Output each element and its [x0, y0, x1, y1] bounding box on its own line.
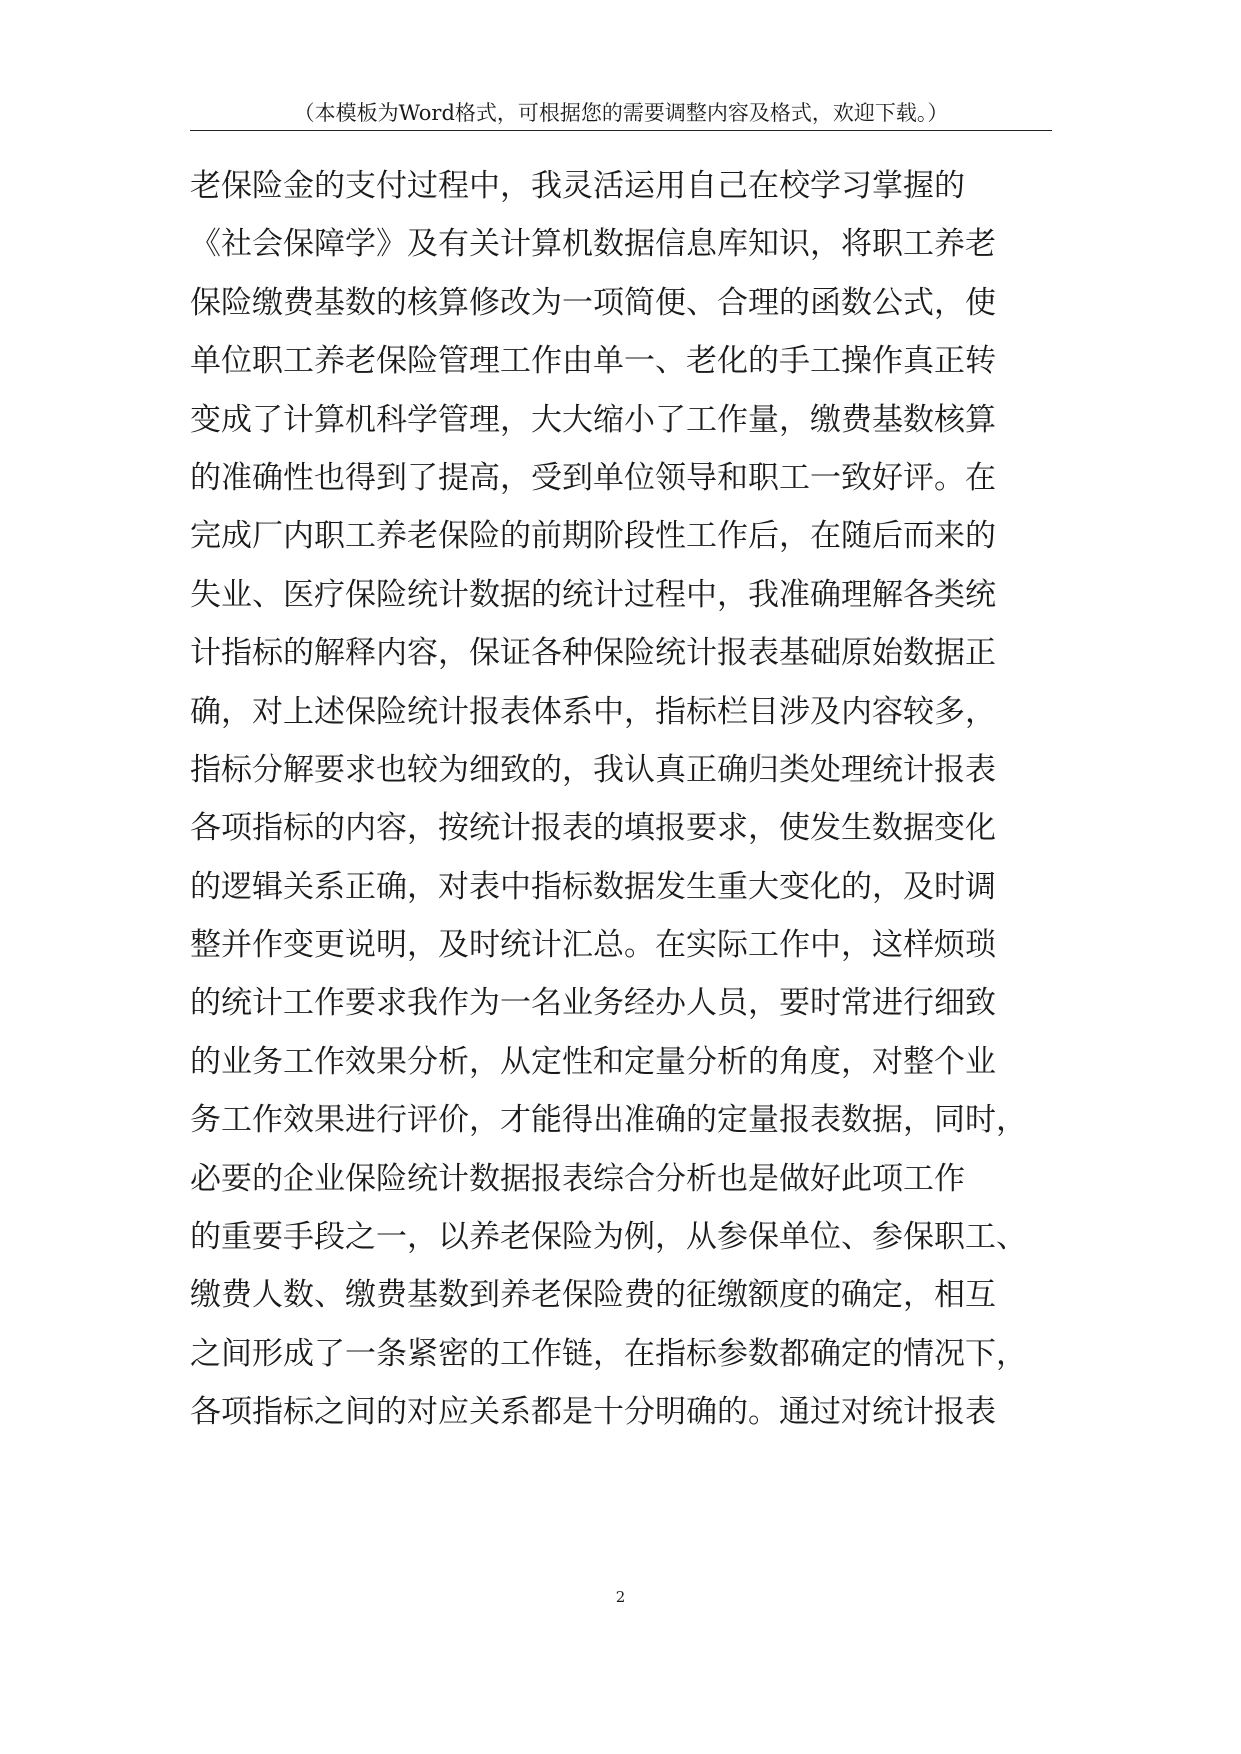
text-line: 单位职工养老保险管理工作由单一、老化的手工操作真正转 [190, 343, 996, 380]
text-line: 各项指标的内容，按统计报表的填报要求，使发生数据变化 [190, 810, 996, 847]
text-line: 缴费人数、缴费基数到养老保险费的征缴额度的确定，相互 [190, 1277, 996, 1314]
text-line: 各项指标之间的对应关系都是十分明确的。通过对统计报表 [190, 1394, 996, 1431]
text-line: 失业、医疗保险统计数据的统计过程中，我准确理解各类统 [190, 576, 996, 613]
text-line: 指标分解要求也较为细致的，我认真正确归类处理统计报表 [190, 751, 996, 788]
body-text [190, 157, 1070, 1442]
page-header-note: （本模板为Word格式，可根据您的需要调整内容及格式，欢迎下载。） [293, 101, 949, 125]
text-line: 变成了计算机科学管理，大大缩小了工作量，缴费基数核算 [190, 401, 996, 438]
text-line: 的准确性也得到了提高，受到单位领导和职工一致好评。在 [190, 459, 996, 496]
text-line: 计指标的解释内容，保证各种保险统计报表基础原始数据正 [190, 635, 996, 672]
text-line: 之间形成了一条紧密的工作链，在指标参数都确定的情况下， [190, 1335, 1027, 1372]
text-line: 务工作效果进行评价，才能得出准确的定量报表数据，同时， [190, 1102, 1027, 1139]
text-line: 完成厂内职工养老保险的前期阶段性工作后，在随后而来的 [190, 518, 996, 555]
text-line: 必要的企业保险统计数据报表综合分析也是做好此项工作 [190, 1160, 965, 1197]
text-line: 整并作变更说明，及时统计汇总。在实际工作中，这样烦琐 [190, 927, 996, 964]
text-line: 确，对上述保险统计报表体系中，指标栏目涉及内容较多， [190, 693, 996, 730]
header-divider [190, 130, 1052, 131]
text-line: 的逻辑关系正确，对表中指标数据发生重大变化的，及时调 [190, 868, 996, 905]
text-line: 的统计工作要求我作为一名业务经办人员，要时常进行细致 [190, 985, 996, 1022]
page-number: 2 [615, 1588, 626, 1606]
text-line: 的业务工作效果分析，从定性和定量分析的角度，对整个业 [190, 1043, 996, 1080]
text-line: 《社会保障学》及有关计算机数据信息库知识，将职工养老 [190, 226, 996, 263]
text-line: 保险缴费基数的核算修改为一项简便、合理的函数公式，使 [190, 284, 996, 321]
text-line: 的重要手段之一，以养老保险为例，从参保单位、参保职工、 [190, 1219, 1027, 1256]
text-line: 老保险金的支付过程中，我灵活运用自己在校学习掌握的 [190, 168, 965, 204]
